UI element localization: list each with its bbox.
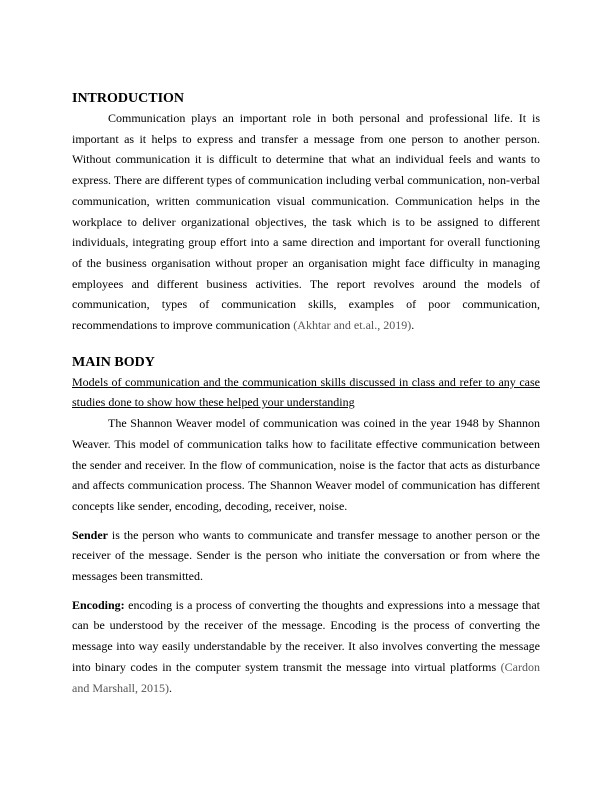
shannon-paragraph: The Shannon Weaver model of communication was coined in the year 1948 by Shannon Weaver. This model of communication talks how to facilitate effective communication between the sender and receiver. In the flow of communication, noise is the factor that acts as disturbance and affects communication process. The Shannon Weaver model of communication has different concepts like sender, encoding, decoding, receiver, noise. bbox=[72, 416, 540, 513]
main-body-subheading-text: Models of communication and the communication skills discussed in class and refer to any case studies done to show how these helped your understanding bbox=[72, 374, 540, 410]
page-content bbox=[72, 90, 540, 698]
sender-text: is the person who wants to communicate and transfer message to another person or the receiver of the message. Sender is the person who initiate the conversation or from where the messages been transmitted. bbox=[72, 527, 540, 584]
introduction-heading: INTRODUCTION bbox=[72, 91, 185, 106]
encoding-term: Encoding: bbox=[72, 597, 125, 612]
encoding-citation: (Cardon and Marshall, 2015) bbox=[72, 659, 540, 695]
encoding-paragraph bbox=[72, 595, 540, 699]
introduction-citation: (Akhtar and et.al., 2019) bbox=[293, 318, 412, 333]
sender-paragraph bbox=[72, 525, 540, 587]
introduction-paragraph bbox=[72, 108, 540, 336]
sender-term: Sender bbox=[72, 527, 108, 542]
main-body-heading: MAIN BODY bbox=[72, 354, 155, 370]
encoding-text: encoding is a process of converting the thoughts and expressions into a message that can be understood by the receiver of the message. Encoding is the process of converting the message into way easily understandable by the receiver. It also involves converting the message into binary codes in the computer system transmit the message into virtual platforms bbox=[72, 597, 540, 674]
main-body-subheading bbox=[72, 372, 540, 413]
introduction-text: Communication plays an important role in both personal and professional life. It is important as it helps to express and transfer a message from one person to another person. Without communication it is difficult to determine that what an individual feels and wants to express. There are different types of communication including verbal communication, non-verbal communication, written communication visual communication. Communication helps in the workplace to deliver organizational objectives, the task which is to be assigned to different individuals, integrating group effort into a same direction and important for overall functioning of the business organisation without proper an organisation might face difficulty in managing employees and different business activities. The report revolves around the models of communication, types of communication skills, examples of poor communication, recommendations to improve communication bbox=[72, 111, 540, 333]
introduction-end: . bbox=[411, 318, 415, 333]
encoding-end: . bbox=[168, 680, 172, 695]
